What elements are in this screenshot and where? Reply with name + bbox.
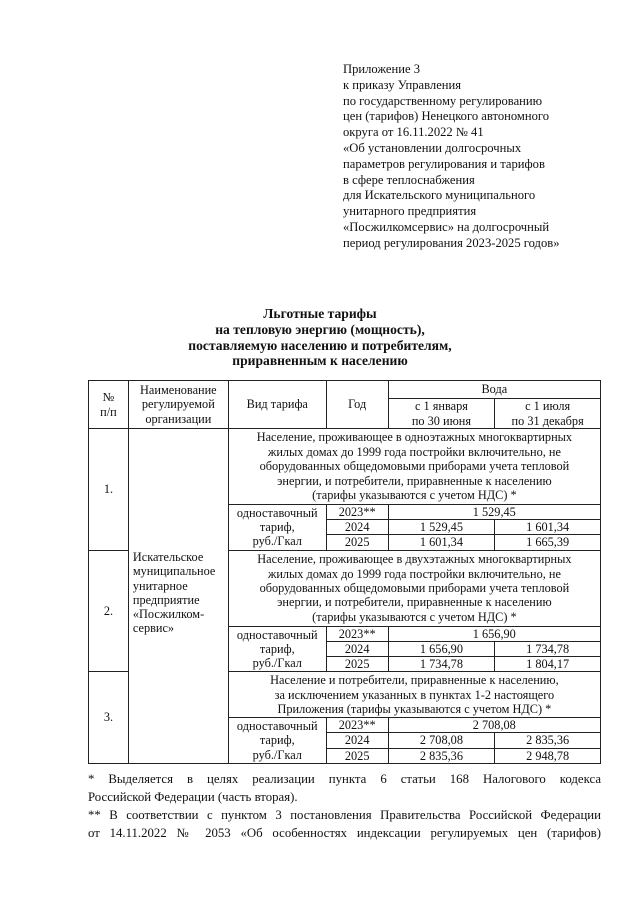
year-cell: 2023** [326, 718, 388, 733]
appendix-line: «Посжилкомсервис» на долгосрочный [343, 219, 550, 234]
header-year: Год [326, 381, 388, 429]
year-cell: 2025 [326, 657, 388, 672]
tariff-label: одноставочный тариф, руб./Гкал [228, 626, 326, 672]
category-description: Население, проживающее в одноэтажных многоквартирных жилых домах до 1999 года постройки включительно, не оборудованных общедомовыми приборами учета тепловой энергии, и потребители, приравненные к населению (тарифы указываются с учетом НДС) * [228, 429, 600, 505]
tariff-label: одноставочный тариф, руб./Гкал [228, 505, 326, 551]
row-number: 1. [89, 429, 129, 551]
appendix-line: для Искательского муниципального [343, 188, 536, 203]
organization-name: Искательское муниципальное унитарное предприятие «Посжилком- сервис» [128, 550, 228, 672]
tariff-value: 1 734,78 [388, 657, 495, 672]
tariff-value: 1 529,45 [388, 505, 600, 520]
tariff-table [88, 380, 601, 764]
year-cell: 2023** [326, 626, 388, 641]
header-organization: Наименование регулируемой организации [128, 381, 228, 429]
appendix-line: «Об установлении долгосрочных [343, 140, 522, 155]
organization-cell-top [128, 429, 228, 551]
header-second-half: с 1 июля по 31 декабря [495, 399, 601, 429]
appendix-header [343, 62, 633, 252]
appendix-line: Приложение 3 [343, 62, 421, 76]
appendix-line: период регулирования 2023-2025 годов» [343, 235, 560, 250]
header-water: Вода [388, 381, 600, 399]
footnote-1-line-1: * Выделяется в целях реализации пункта 6 статьи 168 Налогового кодекса [88, 772, 601, 786]
category-description: Население, проживающее в двухэтажных многоквартирных жилых домах до 1999 года постройки включительно, не оборудованных общедомовыми приборами учета тепловой энергии, и потребители, приравненные к населению (тарифы указываются с учетом НДС) * [228, 550, 600, 626]
tariff-label: одноставочный тариф, руб./Гкал [228, 718, 326, 764]
tariff-value: 2 708,08 [388, 733, 495, 748]
title-line: приравненным к населению [232, 353, 408, 369]
appendix-line: унитарного предприятия [343, 204, 477, 219]
year-cell: 2025 [326, 748, 388, 763]
tariff-value: 1 601,34 [495, 520, 601, 535]
year-cell: 2025 [326, 535, 388, 550]
footnote-2-line-2: от 14.11.2022 № 2053 «Об особенностях индексации регулируемых цен (тарифов) [88, 826, 601, 840]
row-number: 2. [89, 550, 129, 672]
category-description: Население и потребители, приравненные к населению, за исключением указанных в пунктах 1-2 настоящего Приложения (тарифы указываются с учетом НДС) * [228, 672, 600, 718]
organization-cell-bottom [128, 672, 228, 764]
year-cell: 2024 [326, 733, 388, 748]
appendix-line: в сфере теплоснабжения [343, 172, 475, 187]
tariff-value: 1 734,78 [495, 641, 601, 656]
appendix-line: параметров регулирования и тарифов [343, 156, 545, 171]
row-number: 3. [89, 672, 129, 764]
title-line: Льготные тарифы [263, 306, 377, 321]
appendix-line: округа от 16.11.2022 № 41 [343, 125, 484, 140]
tariff-value: 2 835,36 [495, 733, 601, 748]
tariff-value: 1 656,90 [388, 626, 600, 641]
tariff-value: 1 656,90 [388, 641, 495, 656]
appendix-line: по государственному регулированию [343, 93, 543, 108]
header-first-half: с 1 января по 30 июня [388, 399, 495, 429]
tariff-value: 2 948,78 [495, 748, 601, 763]
footnote-2-line-1: ** В соответствии с пунктом 3 постановления Правительства Российской Федерации [88, 808, 601, 822]
tariff-value: 1 804,17 [495, 657, 601, 672]
footnotes [88, 770, 601, 842]
tariff-value: 1 665,39 [495, 535, 601, 550]
tariff-value: 1 529,45 [388, 520, 495, 535]
header-tariff-type: Вид тарифа [228, 381, 326, 429]
header-num: № п/п [89, 381, 129, 429]
title-line: поставляемую населению и потребителям, [188, 337, 452, 353]
tariff-value: 2 708,08 [388, 718, 600, 733]
footnote-1-line-2: Российской Федерации (часть вторая). [88, 790, 298, 804]
appendix-line: цен (тарифов) Ненецкого автономного [343, 109, 550, 124]
document-title [100, 306, 540, 369]
year-cell: 2024 [326, 520, 388, 535]
appendix-line: к приказу Управления [343, 77, 462, 92]
year-cell: 2024 [326, 641, 388, 656]
title-line: на тепловую энергию (мощность), [215, 321, 425, 337]
year-cell: 2023** [326, 505, 388, 520]
tariff-value: 2 835,36 [388, 748, 495, 763]
tariff-value: 1 601,34 [388, 535, 495, 550]
